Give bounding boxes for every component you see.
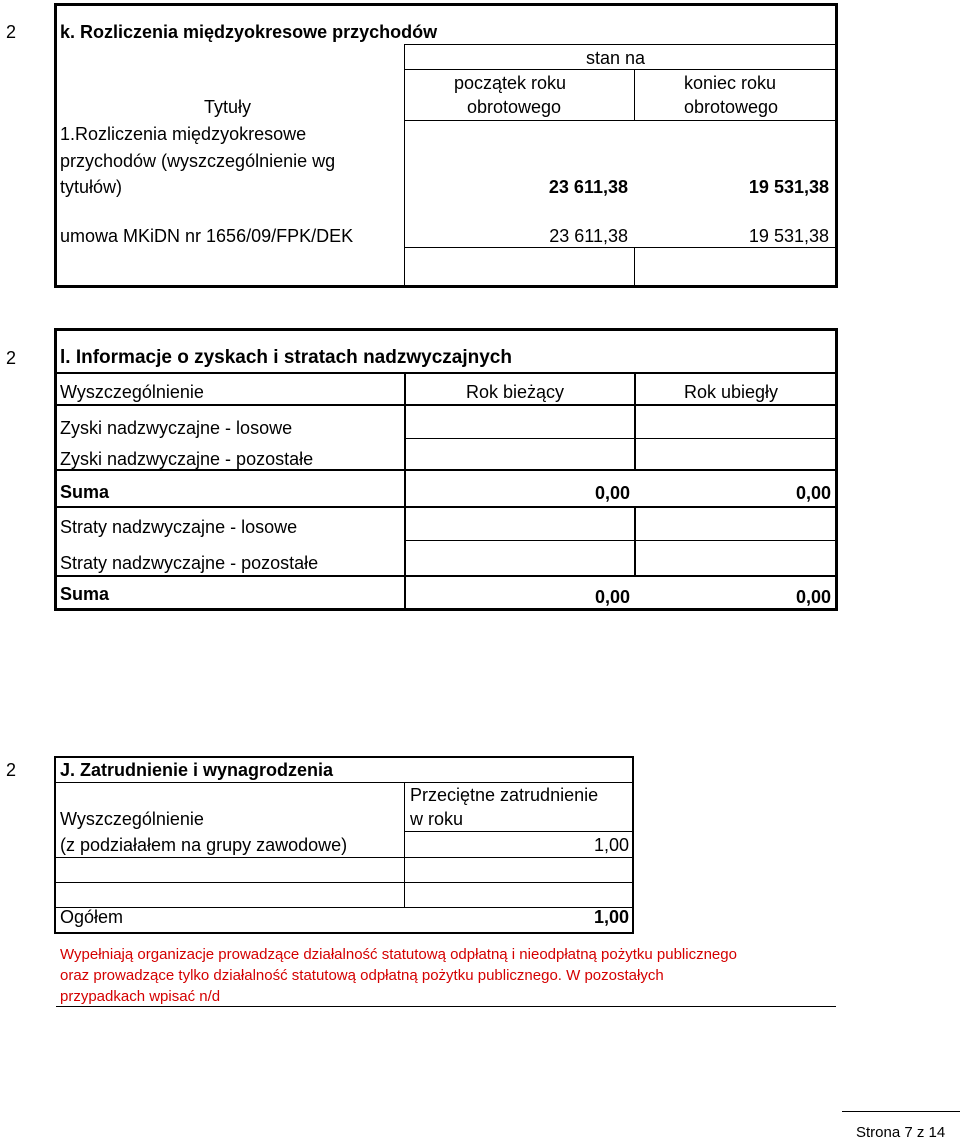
row1-label-1: 1.Rozliczenia międzyokresowe — [60, 124, 307, 144]
row1-label-3: tytułów) — [60, 177, 123, 197]
col-end-header-2: obrotowego — [684, 97, 779, 117]
row2-end-value: 19 531,38 — [748, 226, 829, 246]
row1-end-value: 19 531,38 — [748, 177, 829, 197]
row-gains-other: Zyski nadzwyczajne - pozostałe — [60, 449, 314, 469]
col-prev-header: Rok ubiegły — [684, 382, 779, 402]
col-desc-header: Wyszczególnienie — [60, 382, 204, 402]
total-value: 1,00 — [593, 907, 629, 927]
col-end-header-1: koniec roku — [684, 73, 777, 93]
note-line-3: przypadkach wpisać n/d — [60, 988, 221, 1005]
section-l-number: 2 — [6, 348, 17, 368]
stan-na-header: stan na — [586, 48, 646, 68]
sum1-prev: 0,00 — [795, 483, 831, 503]
section-k-number: 2 — [6, 22, 17, 42]
row-gains-random: Zyski nadzwyczajne - losowe — [60, 418, 293, 438]
row2-start-value: 23 611,38 — [549, 226, 628, 246]
section-l-title: l. Informacje o zyskach i stratach nadzwyczajnych — [60, 347, 512, 368]
col-start-header-2: obrotowego — [467, 97, 562, 117]
col-titles-header: Tytuły — [204, 97, 252, 117]
row2-label: umowa MKiDN nr 1656/09/FPK/DEK — [60, 226, 354, 246]
col-current-header: Rok bieżący — [466, 382, 565, 402]
sum1-label: Suma — [60, 482, 110, 502]
row-losses-random: Straty nadzwyczajne - losowe — [60, 517, 298, 537]
sum1-current: 0,00 — [594, 483, 630, 503]
sum2-prev: 0,00 — [795, 587, 831, 607]
col-start-header-1: początek roku — [454, 73, 567, 93]
total-label: Ogółem — [60, 907, 124, 927]
section-k-title: k. Rozliczenia międzyokresowe przychodów — [60, 22, 438, 42]
section-j-title: J. Zatrudnienie i wynagrodzenia — [60, 760, 334, 780]
row-losses-other: Straty nadzwyczajne - pozostałe — [60, 553, 319, 573]
col-desc-header: Wyszczególnienie — [60, 809, 204, 829]
sum2-label: Suma — [60, 584, 110, 604]
page-number: Strona 7 z 14 — [856, 1124, 946, 1141]
row1-label-2: przychodów (wyszczególnienie wg — [60, 151, 336, 171]
sum2-current: 0,00 — [594, 587, 630, 607]
row1-value: 1,00 — [593, 835, 629, 855]
col-avg-header-2: w roku — [410, 809, 464, 829]
note-line-2: oraz prowadzące tylko działalność statutową odpłatną pożytku publicznego. W pozostałych — [60, 967, 664, 984]
row1-label: (z podziałałem na grupy zawodowe) — [60, 835, 348, 855]
row1-start-value: 23 611,38 — [548, 177, 628, 197]
note-line-1: Wypełniają organizacje prowadzące działalność statutową odpłatną i nieodpłatną pożytku publicznego — [60, 946, 737, 963]
section-j-number: 2 — [6, 760, 17, 780]
col-avg-header-1: Przeciętne zatrudnienie — [410, 785, 599, 805]
